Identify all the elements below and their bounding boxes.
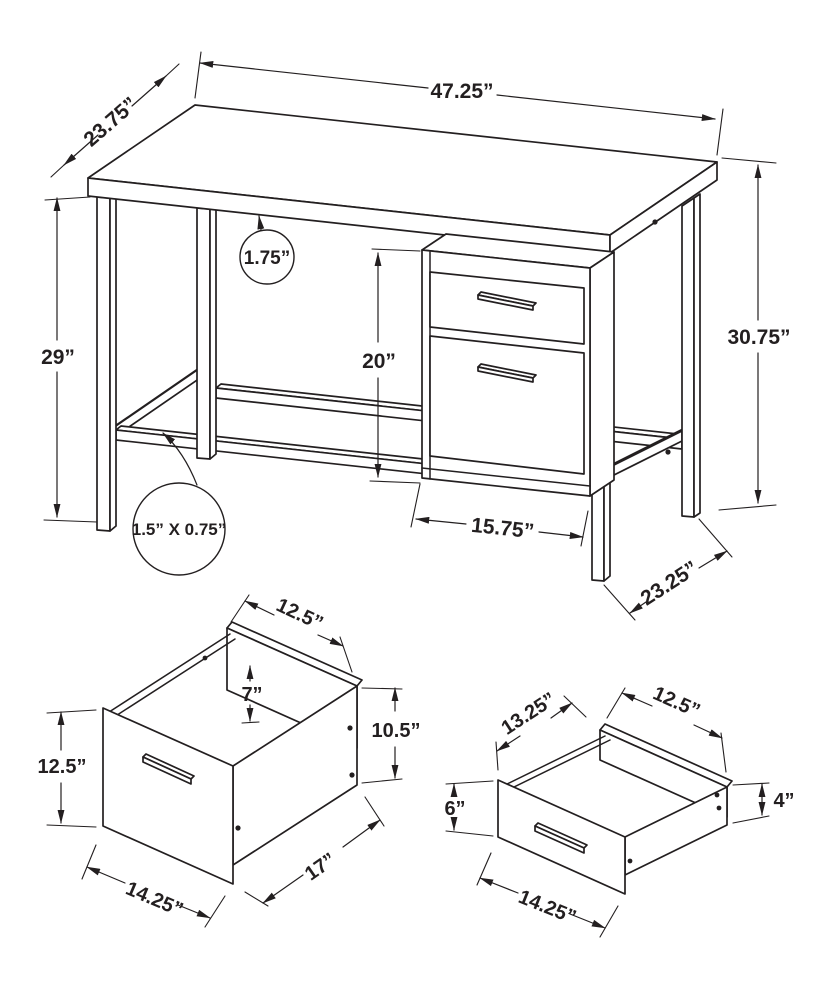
desk-top (88, 105, 717, 253)
pedestal-file-drawer (430, 336, 584, 474)
screw-hole-dot (628, 859, 633, 864)
small-drawer-depth-label: 13.25” (497, 688, 560, 740)
file-drawer-front-width-label: 14.25” (122, 877, 187, 922)
file-drawer-front-height-dimension (38, 710, 96, 827)
screw-hole-dot (203, 656, 208, 661)
pedestal-height-dimension (362, 249, 420, 483)
desk-width-label: 47.25” (430, 80, 494, 103)
screw-hole-dot (347, 725, 352, 730)
desk-base-depth-dimension (604, 519, 732, 620)
small-drawer-drawing (444, 683, 794, 937)
screw-hole-dot (665, 449, 670, 454)
small-drawer-top-width-label: 12.5” (649, 682, 704, 723)
desk-right-height-dimension (719, 158, 791, 510)
top-thickness-label: 1.75” (243, 248, 291, 269)
screw-hole-dot (717, 806, 722, 811)
file-drawer-depth-label: 17” (301, 848, 341, 886)
screw-hole-dot (349, 772, 354, 777)
drawer-pedestal (422, 234, 614, 496)
desk-right-height-label: 30.75” (727, 326, 791, 349)
screw-hole-dot (715, 793, 720, 798)
file-drawer-front-height-label: 12.5” (37, 756, 87, 778)
small-drawer-front-width-label: 14.25” (515, 885, 580, 929)
pedestal-width-label: 15.75” (470, 513, 536, 544)
desk-left-height-dimension (41, 197, 97, 522)
file-drawer-back-height-label: 7” (241, 684, 263, 706)
small-drawer-side-height-dimension (733, 783, 795, 823)
screw-hole-dot (235, 825, 240, 830)
pedestal-height-label: 20” (362, 350, 396, 373)
frame-tube-label: 1.5” X 0.75” (131, 520, 227, 539)
desk-drawing (41, 52, 790, 620)
screw-hole-dot (652, 219, 657, 224)
file-drawer-side-height-label: 10.5” (371, 720, 421, 742)
file-drawer-drawing (38, 594, 421, 927)
desk-left-height-label: 29” (41, 346, 75, 369)
desk-base-depth-label: 23.25” (636, 556, 703, 611)
small-drawer-front-height-label: 6” (444, 798, 466, 820)
small-drawer-side-height-label: 4” (773, 790, 795, 812)
small-drawer-front-height-dimension (444, 781, 493, 836)
desk-depth-label: 23.75” (79, 92, 143, 152)
file-drawer-top-width-label: 12.5” (272, 594, 327, 635)
top-thickness-callout (240, 216, 294, 284)
file-drawer-side-height-dimension (362, 688, 420, 783)
